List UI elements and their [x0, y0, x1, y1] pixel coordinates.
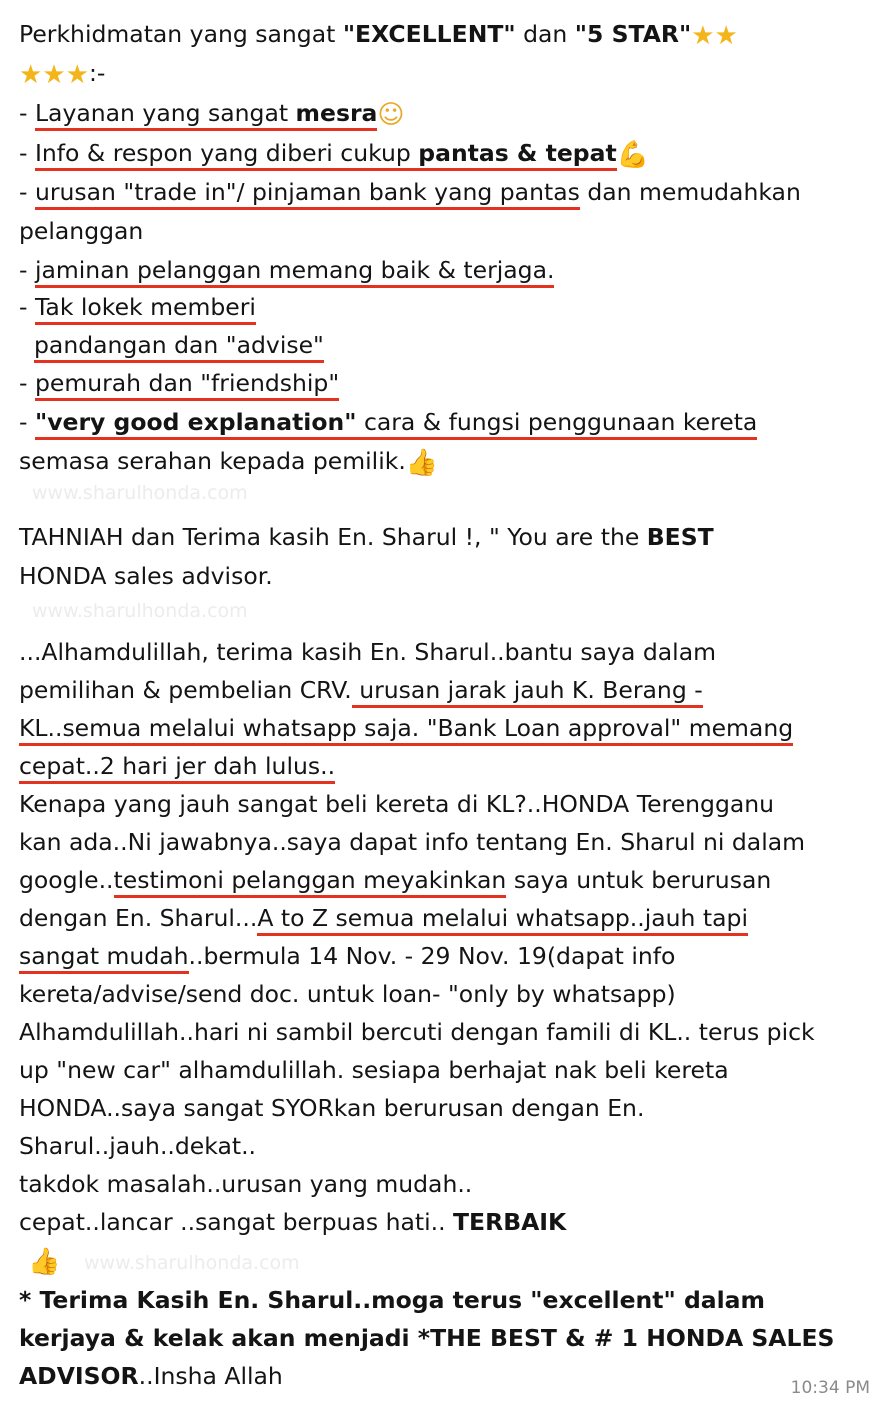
message-line: Sharul..jauh..dekat..: [19, 1132, 257, 1160]
star-emoji-icon: ★: [19, 60, 43, 90]
message-line: up "new car" alhamdulillah. sesiapa berhajat nak beli kereta: [19, 1056, 729, 1084]
underlined-text: "very good explanation" cara & fungsi penggunaan kereta: [35, 408, 757, 440]
underlined-text: Tak lokek memberi: [35, 293, 256, 325]
message-line: TAHNIAH dan Terima kasih En. Sharul !, " You are the BEST: [19, 523, 714, 551]
star-emoji-icon: ★: [691, 21, 715, 51]
underlined-text: A to Z semua melalui whatsapp..jauh tapi: [257, 904, 748, 936]
message-line: ADVISOR..Insha Allah: [19, 1362, 283, 1390]
underlined-text: jaminan pelanggan memang baik & terjaga.: [35, 256, 555, 288]
message-line: HONDA sales advisor.: [19, 562, 273, 590]
message-line: - "very good explanation" cara & fungsi penggunaan kereta: [19, 407, 757, 437]
message-line: HONDA..saya sangat SYORkan berurusan dengan En.: [19, 1094, 645, 1122]
message-line: [28, 1245, 60, 1277]
message-line: pelanggan: [19, 217, 144, 245]
message-line: pemilihan & pembelian CRV. urusan jarak jauh K. Berang -: [19, 675, 703, 705]
underlined-text: Info & respon yang diberi cukup pantas & tepat: [35, 139, 617, 171]
message-line: - jaminan pelanggan memang baik & terjaga.: [19, 255, 554, 285]
underlined-text: Layanan yang sangat mesra: [35, 99, 377, 131]
message-line: sangat mudah..bermula 14 Nov. - 29 Nov. 19(dapat info: [19, 941, 675, 971]
message-line: google..testimoni pelanggan meyakinkan saya untuk berurusan: [19, 865, 771, 895]
underlined-text: testimoni pelanggan meyakinkan: [114, 866, 507, 898]
message-line: [19, 751, 335, 781]
message-line: - Layanan yang sangat mesra☺: [19, 99, 405, 130]
underlined-text: cepat..2 hari jer dah lulus..: [19, 752, 335, 784]
message-line: - Tak lokek memberi: [19, 292, 256, 322]
star-emoji-icon: ★: [714, 21, 738, 51]
message-line: [34, 330, 324, 360]
smiling-face-emoji-icon: ☺: [377, 100, 405, 130]
message-line: kan ada..Ni jawabnya..saya dapat info tentang En. Sharul ni dalam: [19, 828, 806, 856]
message-line: kerjaya & kelak akan menjadi *THE BEST & # 1 HONDA SALES: [19, 1324, 835, 1352]
underlined-text: KL..semua melalui whatsapp saja. "Bank Loan approval" memang: [19, 714, 793, 746]
message-line: - urusan "trade in"/ pinjaman bank yang pantas dan memudahkan: [19, 177, 801, 207]
star-emoji-icon: ★: [65, 60, 89, 90]
message-line: dengan En. Sharul...A to Z semua melalui whatsapp..jauh tapi: [19, 903, 748, 933]
message-line: Kenapa yang jauh sangat beli kereta di KL?..HONDA Terengganu: [19, 790, 775, 818]
message-timestamp: 10:34 PM: [790, 1378, 870, 1398]
watermark: www.sharulhonda.com: [84, 1252, 300, 1274]
message-line: [19, 713, 793, 743]
underlined-text: urusan "trade in"/ pinjaman bank yang pantas: [35, 178, 580, 210]
message-line: - Info & respon yang diberi cukup pantas & tepat💪: [19, 139, 650, 170]
message-line: Perkhidmatan yang sangat "EXCELLENT" dan "5 STAR"★★: [19, 20, 738, 51]
underlined-text: pemurah dan "friendship": [35, 369, 339, 401]
message-line: semasa serahan kepada pemilik.👍: [19, 447, 439, 478]
underlined-text: pandangan dan "advise": [34, 331, 324, 363]
thumbs-up-emoji-icon: 👍: [405, 448, 439, 478]
star-emoji-icon: ★: [42, 60, 66, 90]
flexed-biceps-emoji-icon: 💪: [616, 140, 650, 170]
message-line: Alhamdulillah..hari ni sambil bercuti dengan famili di KL.. terus pick: [19, 1018, 815, 1046]
watermark: www.sharulhonda.com: [32, 600, 248, 622]
message-line: - pemurah dan "friendship": [19, 368, 339, 398]
thumbs-up-emoji-icon: 👍: [28, 1247, 61, 1277]
underlined-text: sangat mudah: [19, 942, 189, 974]
message-line: kereta/advise/send doc. untuk loan- "only by whatsapp): [19, 980, 676, 1008]
watermark: www.sharulhonda.com: [32, 482, 248, 504]
message-line: * Terima Kasih En. Sharul..moga terus "excellent" dalam: [19, 1286, 766, 1314]
message-line: takdok masalah..urusan yang mudah..: [19, 1170, 473, 1198]
message-line: ★★★:-: [19, 59, 106, 90]
message-line: cepat..lancar ..sangat berpuas hati.. TERBAIK: [19, 1208, 567, 1236]
message-line: ...Alhamdulillah, terima kasih En. Sharul..bantu saya dalam: [19, 638, 716, 666]
underlined-text: urusan jarak jauh K. Berang -: [352, 676, 703, 708]
